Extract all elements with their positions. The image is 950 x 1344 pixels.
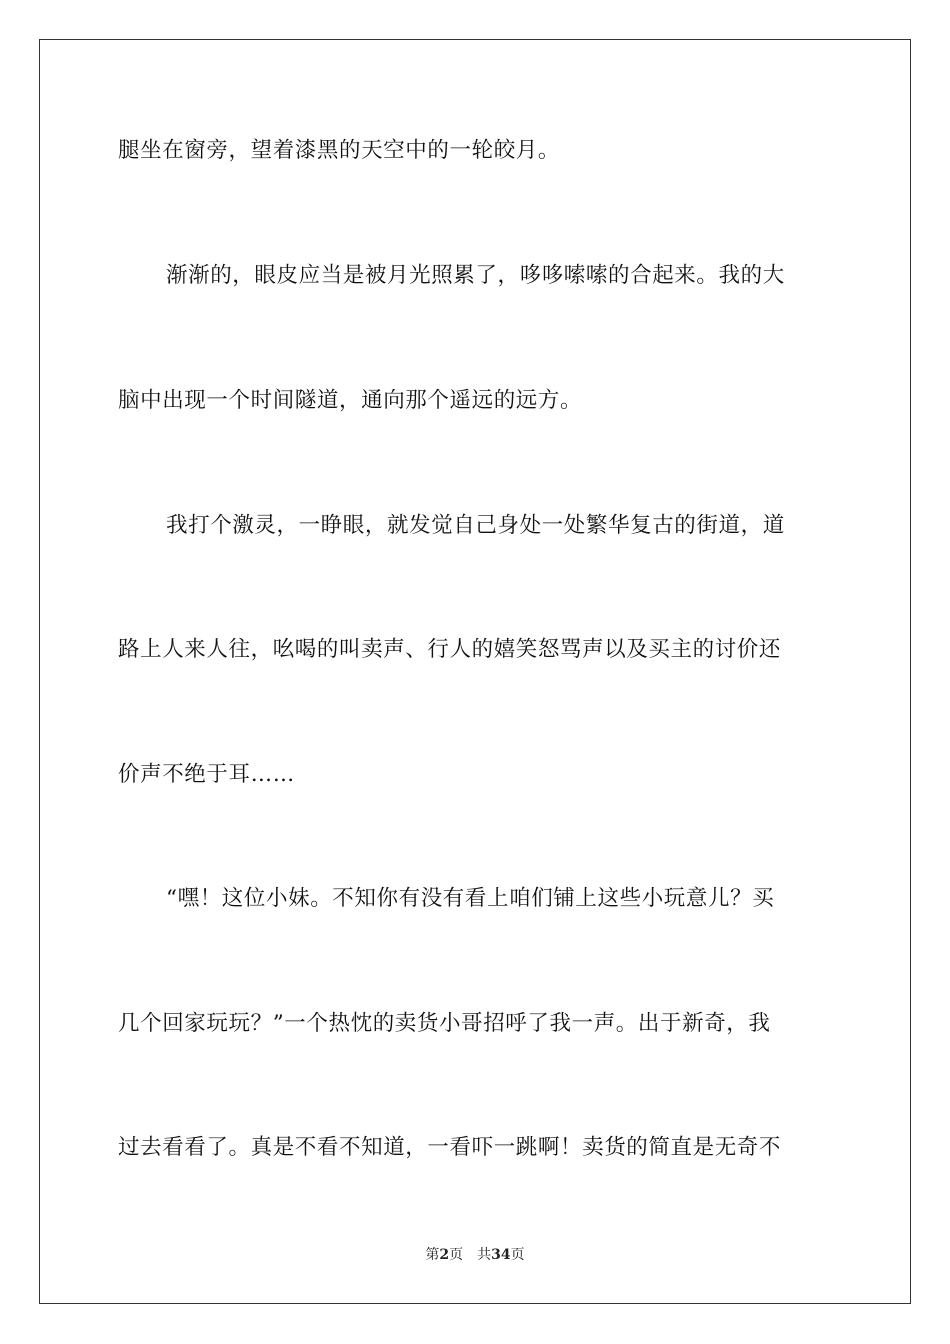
text-line: 几个回家玩玩？”一个热忱的卖货小哥招呼了我一声。出于新奇，我 (118, 1011, 771, 1036)
text-line: 渐渐的，眼皮应当是被月光照累了，哆哆嗦嗦的合起来。我的大 (166, 263, 785, 288)
text-line: 价声不绝于耳…… (118, 762, 295, 787)
text-line: 过去看看了。真是不看不知道，一看吓一跳啊！卖货的简直是无奇不 (118, 1135, 782, 1160)
page-number: 2 (439, 1247, 450, 1263)
page-footer (0, 1246, 950, 1264)
page-prefix: 第 (425, 1247, 440, 1263)
total-suffix: 页 (510, 1247, 525, 1263)
total-pages: 34 (491, 1247, 511, 1263)
text-line: 脑中出现一个时间隧道，通向那个遥远的远方。 (118, 388, 583, 413)
text-line: 我打个激灵，一睁眼，就发觉自己身处一处繁华复古的街道，道 (166, 513, 785, 538)
page-suffix: 页 (449, 1247, 464, 1263)
text-line: 路上人来人往，吆喝的叫卖声、行人的嬉笑怒骂声以及买主的讨价还 (118, 637, 782, 662)
text-line: “嘿！这位小妹。不知你有没有看上咱们铺上这些小玩意儿？买 (166, 886, 775, 911)
text-line: 腿坐在窗旁，望着漆黑的天空中的一轮皎月。 (118, 138, 561, 163)
total-prefix: 共 (477, 1247, 492, 1263)
page-border (39, 39, 911, 1304)
